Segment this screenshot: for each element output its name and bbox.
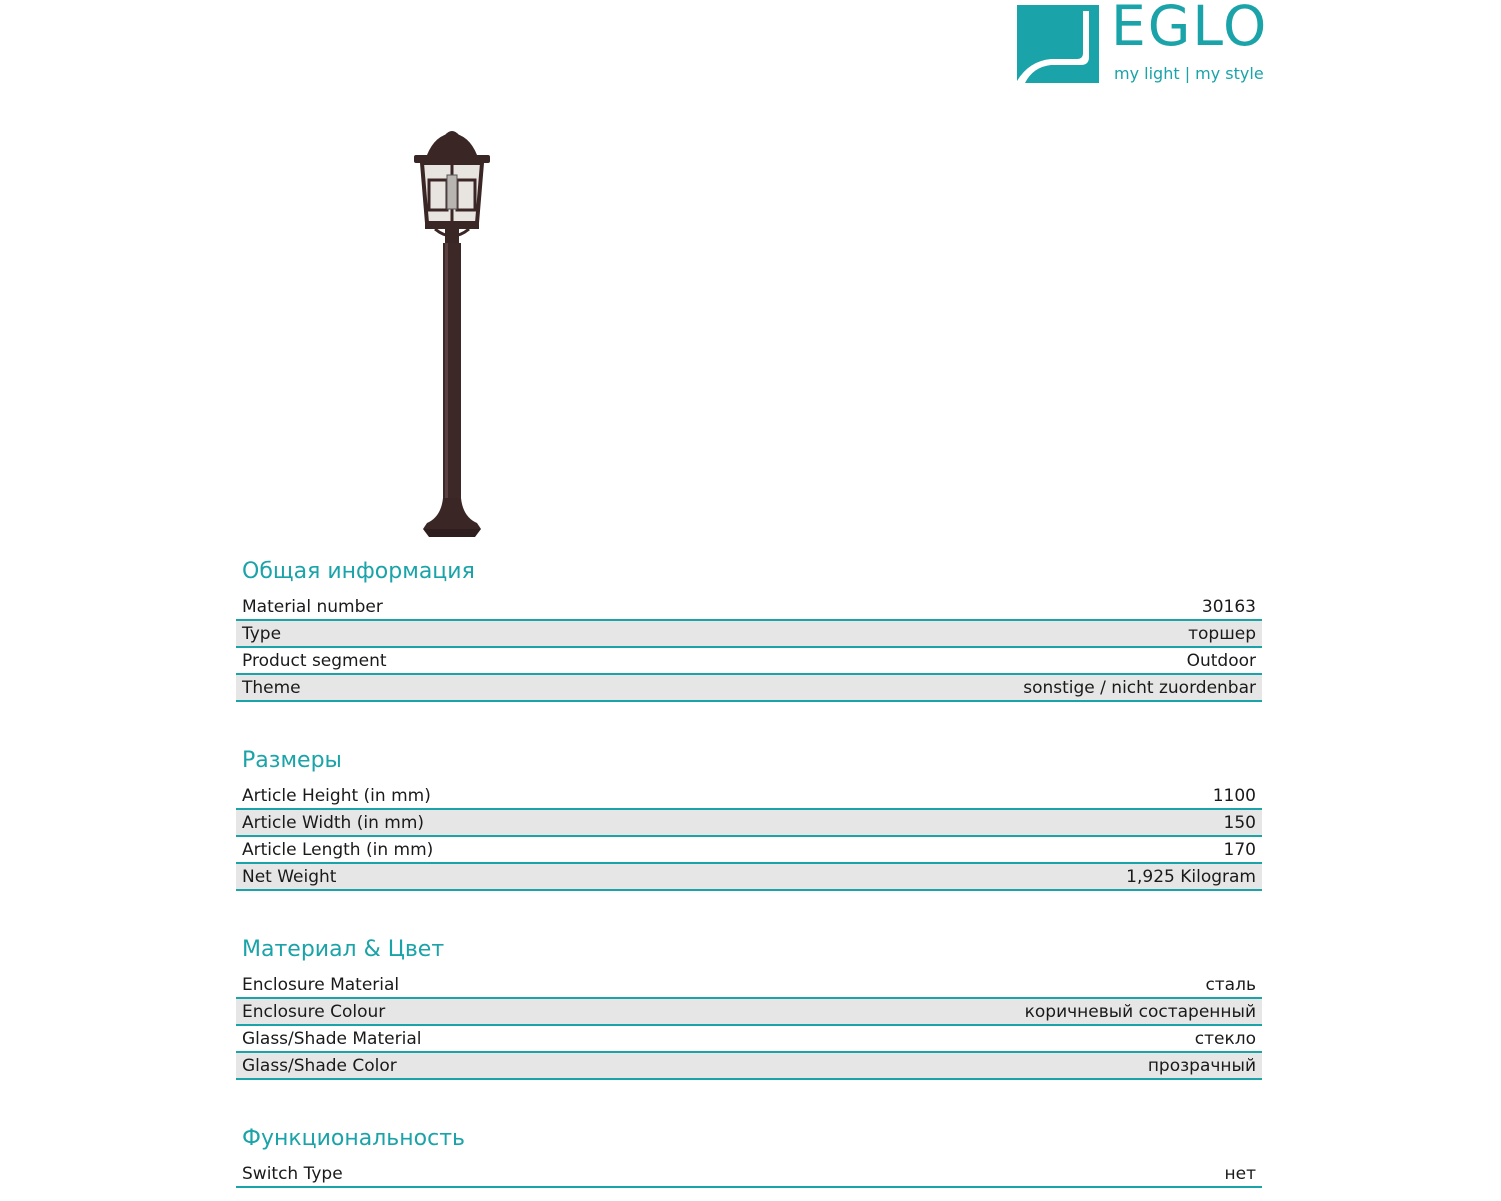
row-label: Theme bbox=[242, 677, 301, 698]
row-label: Article Length (in mm) bbox=[242, 839, 434, 860]
post-lantern-image bbox=[405, 125, 500, 540]
row-value: коричневый состаренный bbox=[1024, 1001, 1256, 1022]
row-label: Type bbox=[242, 623, 282, 644]
table-row bbox=[236, 621, 1262, 648]
eglo-logo-mark-icon bbox=[1017, 5, 1099, 87]
table-row bbox=[236, 837, 1262, 864]
row-label: Article Height (in mm) bbox=[242, 785, 431, 806]
section-title: Общая информация bbox=[242, 559, 475, 584]
section-dimensions bbox=[236, 744, 1262, 891]
row-value: торшер bbox=[1188, 623, 1256, 644]
row-label: Glass/Shade Material bbox=[242, 1028, 422, 1049]
section-functionality bbox=[236, 1122, 1262, 1188]
row-label: Net Weight bbox=[242, 866, 337, 887]
table-row bbox=[236, 810, 1262, 837]
section-general-info bbox=[236, 555, 1262, 702]
row-value: сталь bbox=[1205, 974, 1256, 995]
row-value: 150 bbox=[1223, 812, 1256, 833]
row-label: Glass/Shade Color bbox=[242, 1055, 397, 1076]
table-row bbox=[236, 594, 1262, 621]
table-row bbox=[236, 783, 1262, 810]
table-row bbox=[236, 1026, 1262, 1053]
row-value: 1,925 Kilogram bbox=[1126, 866, 1256, 887]
table-row bbox=[236, 999, 1262, 1026]
row-label: Product segment bbox=[242, 650, 387, 671]
brand-logo bbox=[1017, 0, 1269, 89]
row-value: стекло bbox=[1194, 1028, 1256, 1049]
row-value: 1100 bbox=[1212, 785, 1256, 806]
row-value: 30163 bbox=[1201, 596, 1256, 617]
row-label: Switch Type bbox=[242, 1163, 343, 1184]
section-material-color bbox=[236, 933, 1262, 1080]
row-label: Enclosure Colour bbox=[242, 1001, 386, 1022]
table-row bbox=[236, 972, 1262, 999]
section-title: Функциональность bbox=[242, 1126, 465, 1151]
section-title: Материал & Цвет bbox=[242, 937, 445, 962]
row-label: Article Width (in mm) bbox=[242, 812, 425, 833]
table-row bbox=[236, 1161, 1262, 1188]
brand-wordmark: EGLO bbox=[1111, 0, 1269, 58]
table-row bbox=[236, 1053, 1262, 1080]
row-value: Outdoor bbox=[1186, 650, 1256, 671]
brand-tagline: my light | my style bbox=[1114, 64, 1264, 83]
row-value: 170 bbox=[1223, 839, 1256, 860]
table-row bbox=[236, 675, 1262, 702]
table-row bbox=[236, 864, 1262, 891]
row-label: Enclosure Material bbox=[242, 974, 400, 995]
row-value: sonstige / nicht zuordenbar bbox=[1023, 677, 1256, 698]
row-value: прозрачный bbox=[1147, 1055, 1256, 1076]
row-label: Material number bbox=[242, 596, 383, 617]
table-row bbox=[236, 648, 1262, 675]
row-value: нет bbox=[1224, 1163, 1256, 1184]
section-title: Размеры bbox=[242, 748, 342, 773]
